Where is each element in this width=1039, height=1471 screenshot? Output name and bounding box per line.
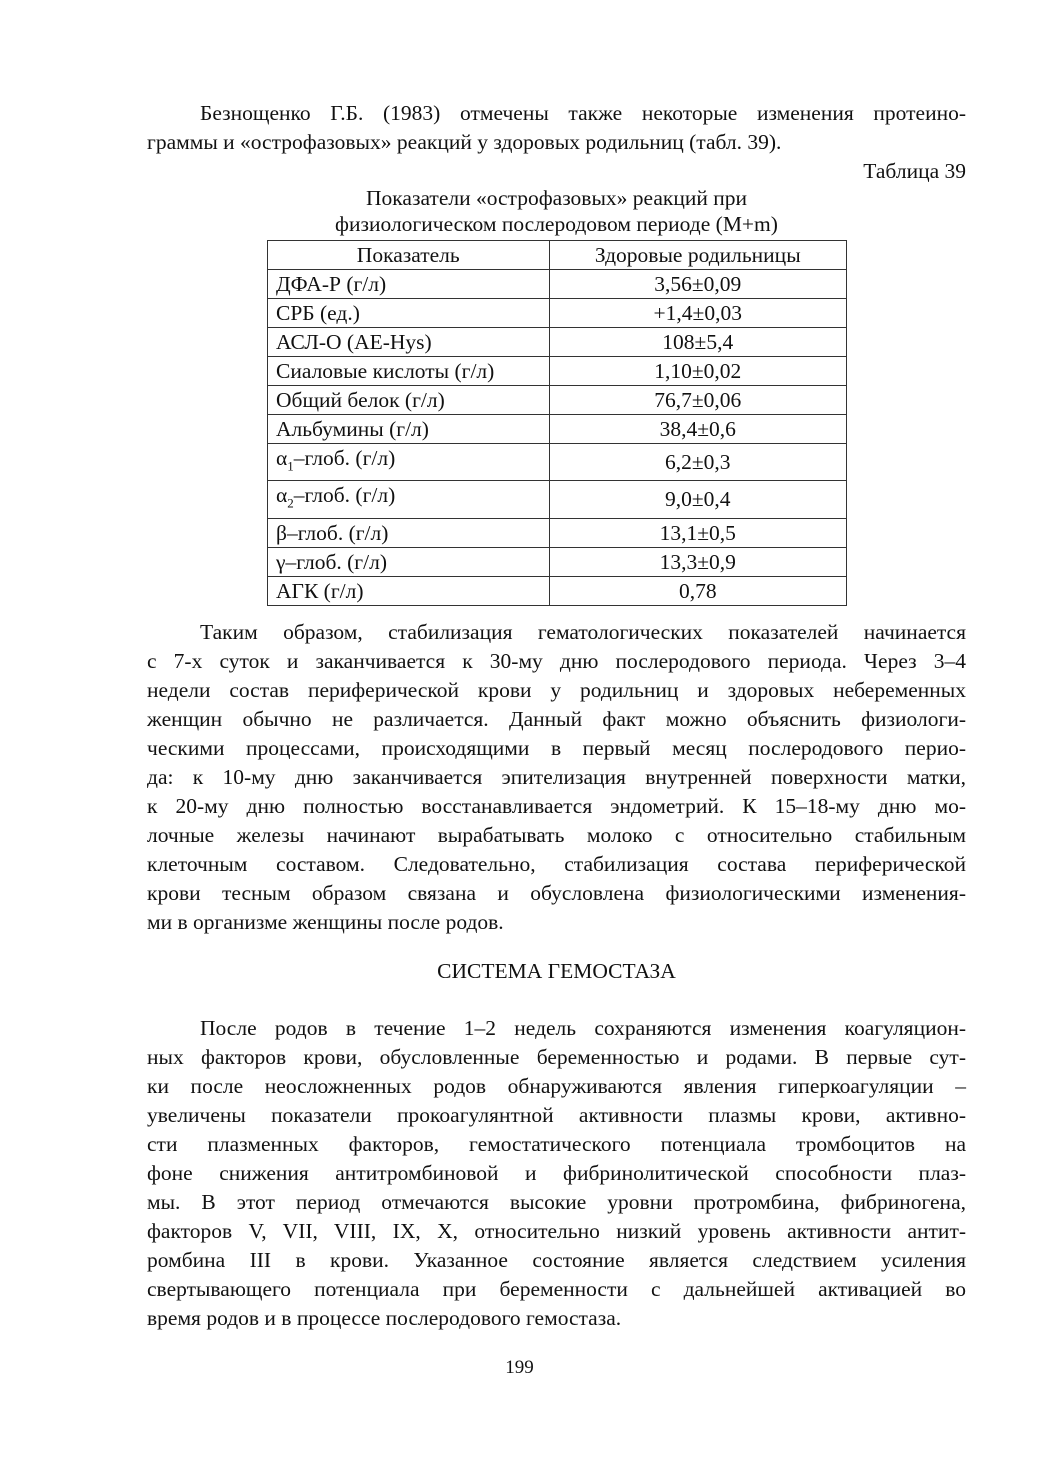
- text-line: да: к 10-му дню заканчивается эпителизация внутренней поверхности матки,: [147, 765, 966, 789]
- indicator-value: 108±5,4: [549, 328, 846, 357]
- indicator-name: СРБ (ед.): [268, 299, 550, 328]
- section-heading: СИСТЕМА ГЕМОСТАЗА: [437, 959, 676, 983]
- indicator-name: β–глоб. (г/л): [268, 518, 550, 547]
- table-row: [268, 357, 847, 386]
- text-line: недели состав периферической крови у родильниц и здоровых небеременных: [147, 678, 966, 702]
- table-caption: [147, 185, 966, 237]
- text-line: крови тесным образом связана и обусловлена физиологическими изменения-: [147, 881, 966, 905]
- table-row: [268, 328, 847, 357]
- text-line: граммы и «острофазовых» реакций у здоровых родильниц (табл. 39).: [147, 130, 782, 154]
- table-row: [268, 415, 847, 444]
- indicator-value: +1,4±0,03: [549, 299, 846, 328]
- table-row: [268, 481, 847, 518]
- greek-letter: α: [276, 483, 288, 508]
- indicator-name: АСЛ-О (AE-Hys): [268, 328, 550, 357]
- text-line: клеточным составом. Следовательно, стабилизация состава периферической: [147, 852, 966, 876]
- indicator-value: 3,56±0,09: [549, 270, 846, 299]
- indicator-value: 0,78: [549, 576, 846, 605]
- page-number: 199: [505, 1357, 534, 1378]
- table-row: [268, 299, 847, 328]
- caption-line: Показатели «острофазовых» реакций при: [366, 186, 747, 210]
- indicator-name-rest: –глоб. (г/л): [293, 483, 396, 508]
- indicator-name: γ–глоб. (г/л): [268, 547, 550, 576]
- indicator-value: 1,10±0,02: [549, 357, 846, 386]
- indicator-name: [268, 481, 550, 518]
- text-line: лочные железы начинают вырабатывать молоко с относительно стабильным: [147, 823, 966, 847]
- indicator-value: 13,1±0,5: [549, 518, 846, 547]
- text-line: время родов и в процессе послеродового гемостаза.: [147, 1306, 622, 1330]
- indicator-value: 6,2±0,3: [549, 444, 846, 481]
- table-row: [268, 576, 847, 605]
- text-line: ки после неосложненных родов обнаруживаются явления гиперкоагуляции –: [147, 1074, 966, 1098]
- subscript: 2: [287, 495, 294, 511]
- text-line: к 20-му дню полностью восстанавливается эндометрий. К 15–18-му дню мо-: [147, 794, 966, 818]
- table-row: [268, 547, 847, 576]
- text-line: Безнощенко Г.Б. (1983) отмечены также некоторые изменения протеино-: [200, 101, 966, 125]
- hemostasis-paragraph: [147, 1014, 966, 1333]
- text-line: Таким образом, стабилизация гематологических показателей начинается: [200, 620, 966, 644]
- table-header-row: [268, 241, 847, 270]
- text-line: увеличены показатели прокоагулянтной активности плазмы крови, активно-: [147, 1103, 966, 1127]
- indicator-value: 9,0±0,4: [549, 481, 846, 518]
- table-row: [268, 270, 847, 299]
- indicator-name: [268, 444, 550, 481]
- indicator-name: Сиаловые кислоты (г/л): [268, 357, 550, 386]
- indicator-value: 38,4±0,6: [549, 415, 846, 444]
- text-line: ных факторов крови, обусловленные беременностью и родами. В первые сут-: [147, 1045, 966, 1069]
- indicator-name: ДФА-Р (г/л): [268, 270, 550, 299]
- intro-paragraph: [147, 99, 966, 157]
- text-line: факторов V, VII, VIII, IX, X, относительно низкий уровень активности антит-: [147, 1219, 966, 1243]
- table-row: [268, 386, 847, 415]
- text-line: свертывающего потенциала при беременности с дальнейшей активацией во: [147, 1277, 966, 1301]
- greek-letter: α: [276, 446, 288, 470]
- caption-line: физиологическом послеродовом периоде (M+m): [335, 212, 778, 236]
- indicator-name: Общий белок (г/л): [268, 386, 550, 415]
- indicator-name: АГК (г/л): [268, 576, 550, 605]
- text-line: женщин обычно не различается. Данный факт можно объяснить физиологи-: [147, 707, 966, 731]
- column-header-indicator: Показатель: [268, 241, 550, 270]
- text-line: ромбина III в крови. Указанное состояние является следствием усиления: [147, 1248, 966, 1272]
- text-line: После родов в течение 1–2 недель сохраняются изменения коагуляцион-: [200, 1016, 966, 1040]
- indicator-value: 76,7±0,06: [549, 386, 846, 415]
- indicator-value: 13,3±0,9: [549, 547, 846, 576]
- subscript: 1: [287, 458, 294, 474]
- table-row: [268, 518, 847, 547]
- text-line: фоне снижения антитромбиновой и фибринолитической способности плаз-: [147, 1161, 966, 1185]
- stabilization-paragraph: [147, 618, 966, 937]
- text-line: с 7-х суток и заканчивается к 30-му дню послеродового периода. Через 3–4: [147, 649, 966, 673]
- column-header-healthy: Здоровые родильницы: [549, 241, 846, 270]
- text-line: ческими процессами, происходящими в первый месяц послеродового перио-: [147, 736, 966, 760]
- table-label: Таблица 39: [863, 159, 966, 183]
- indicator-name: Альбумины (г/л): [268, 415, 550, 444]
- text-line: ми в организме женщины после родов.: [147, 910, 504, 934]
- table-row: [268, 444, 847, 481]
- text-line: мы. В этот период отмечаются высокие уровни протромбина, фибриногена,: [147, 1190, 966, 1214]
- indicators-table: [267, 240, 847, 606]
- indicator-name-rest: –глоб. (г/л): [293, 446, 396, 470]
- text-line: сти плазменных факторов, гемостатического потенциала тромбоцитов на: [147, 1132, 966, 1156]
